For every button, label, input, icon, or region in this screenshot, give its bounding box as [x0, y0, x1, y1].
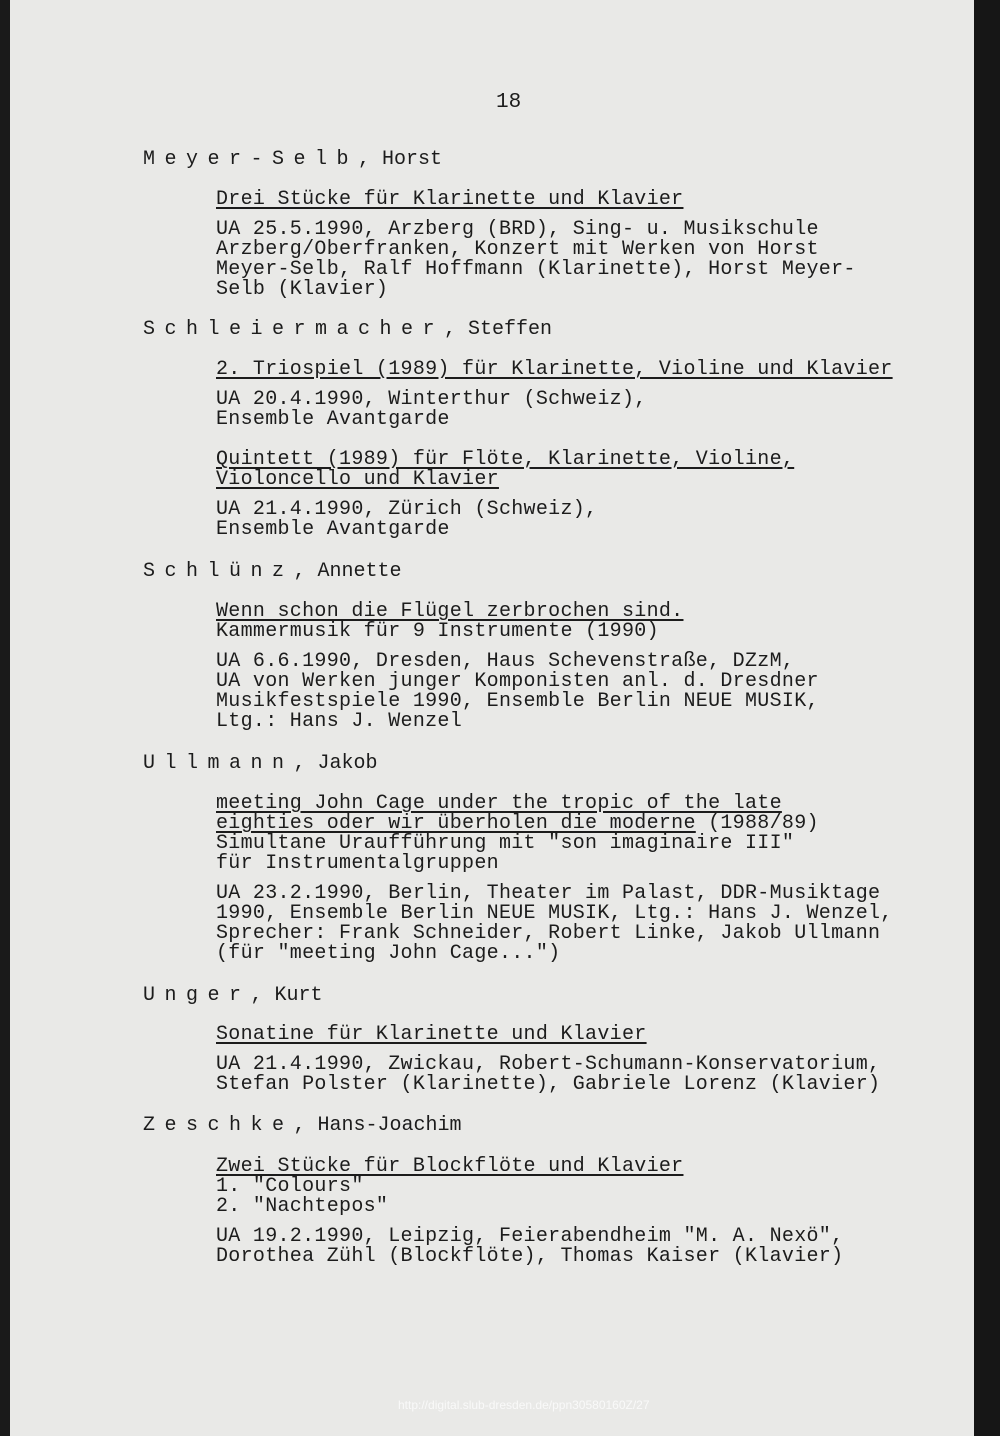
performance-line: 1990, Ensemble Berlin NEUE MUSIK, Ltg.: Hans J. Wenzel,: [216, 902, 893, 925]
performance-line: UA von Werken junger Komponisten anl. d. Dresdner: [216, 670, 819, 693]
performance-line: Meyer-Selb, Ralf Hoffmann (Klarinette), Horst Meyer-: [216, 258, 856, 281]
scan-dark-edge: [974, 0, 1000, 1436]
work-subtitle: 2. "Nachtepos": [216, 1195, 389, 1218]
performance-line: UA 23.2.1990, Berlin, Theater im Palast, DDR-Musiktage: [216, 882, 881, 905]
work-title: 2. Triospiel (1989) für Klarinette, Violine und Klavier: [216, 358, 893, 381]
work-year: (1988/89): [695, 812, 819, 835]
work-title: Drei Stücke für Klarinette und Klavier: [216, 188, 684, 211]
performance-line: Musikfestspiele 1990, Ensemble Berlin NEUE MUSIK,: [216, 690, 819, 713]
performance-line: Dorothea Zühl (Blockflöte), Thomas Kaiser (Klavier): [216, 1245, 844, 1268]
work-title: Quintett (1989) für Flöte, Klarinette, Violine,: [216, 448, 795, 471]
composer-surname: Schleiermacher: [143, 318, 445, 341]
composer-given-name: , Annette: [293, 560, 402, 583]
performance-line: UA 21.4.1990, Zwickau, Robert-Schumann-Konservatorium,: [216, 1053, 881, 1076]
performance-line: UA 21.4.1990, Zürich (Schweiz),: [216, 498, 598, 521]
composer-surname: Schlünz: [143, 560, 294, 583]
composer-given-name: , Jakob: [293, 752, 378, 775]
work-title: eighties oder wir überholen die moderne: [216, 812, 696, 835]
composer-surname: Ullmann: [143, 752, 294, 775]
performance-line: Ensemble Avantgarde: [216, 518, 450, 541]
composer-surname: Unger: [143, 984, 251, 1007]
composer-heading: [143, 320, 552, 340]
performance-line: UA 25.5.1990, Arzberg (BRD), Sing- u. Musikschule: [216, 218, 819, 241]
page-number: 18: [496, 91, 522, 114]
performance-line: (für "meeting John Cage..."): [216, 942, 561, 965]
composer-surname: Meyer-Selb: [143, 148, 359, 171]
composer-surname: Zeschke: [143, 1114, 294, 1137]
watermark-url: http://digital.slub-dresden.de/ppn30580160Z/27: [398, 1398, 650, 1412]
performance-line: Stefan Polster (Klarinette), Gabriele Lorenz (Klavier): [216, 1073, 881, 1096]
composer-given-name: , Horst: [358, 148, 443, 171]
performance-line: Ensemble Avantgarde: [216, 408, 450, 431]
composer-given-name: , Steffen: [444, 318, 553, 341]
work-title: Zwei Stücke für Blockflöte und Klavier: [216, 1155, 684, 1178]
composer-heading: [143, 986, 323, 1006]
work-title-line: [216, 814, 819, 834]
composer-heading: [143, 150, 442, 170]
performance-line: UA 20.4.1990, Winterthur (Schweiz),: [216, 388, 647, 411]
composer-heading: [143, 1116, 462, 1136]
work-subtitle: Kammermusik für 9 Instrumente (1990): [216, 620, 659, 643]
performance-line: Arzberg/Oberfranken, Konzert mit Werken von Horst: [216, 238, 819, 261]
performance-line: Sprecher: Frank Schneider, Robert Linke, Jakob Ullmann: [216, 922, 881, 945]
work-title: Violoncello und Klavier: [216, 468, 499, 491]
work-title: Sonatine für Klarinette und Klavier: [216, 1023, 647, 1046]
composer-heading: [143, 562, 402, 582]
performance-line: Ltg.: Hans J. Wenzel: [216, 710, 463, 733]
performance-line: UA 19.2.1990, Leipzig, Feierabendheim "M. A. Nexö",: [216, 1225, 844, 1248]
composer-heading: [143, 754, 378, 774]
performance-line: UA 6.6.1990, Dresden, Haus Schevenstraße, DZzM,: [216, 650, 795, 673]
document-page: [10, 0, 974, 1436]
performance-line: Selb (Klavier): [216, 278, 389, 301]
composer-given-name: , Hans-Joachim: [293, 1114, 462, 1137]
work-subtitle: für Instrumentalgruppen: [216, 852, 499, 875]
work-title: Wenn schon die Flügel zerbrochen sind.: [216, 600, 684, 623]
composer-given-name: , Kurt: [250, 984, 323, 1007]
work-subtitle: Simultane Uraufführung mit "son imaginaire III": [216, 832, 795, 855]
work-title: meeting John Cage under the tropic of the late: [216, 792, 782, 815]
work-subtitle: 1. "Colours": [216, 1175, 364, 1198]
